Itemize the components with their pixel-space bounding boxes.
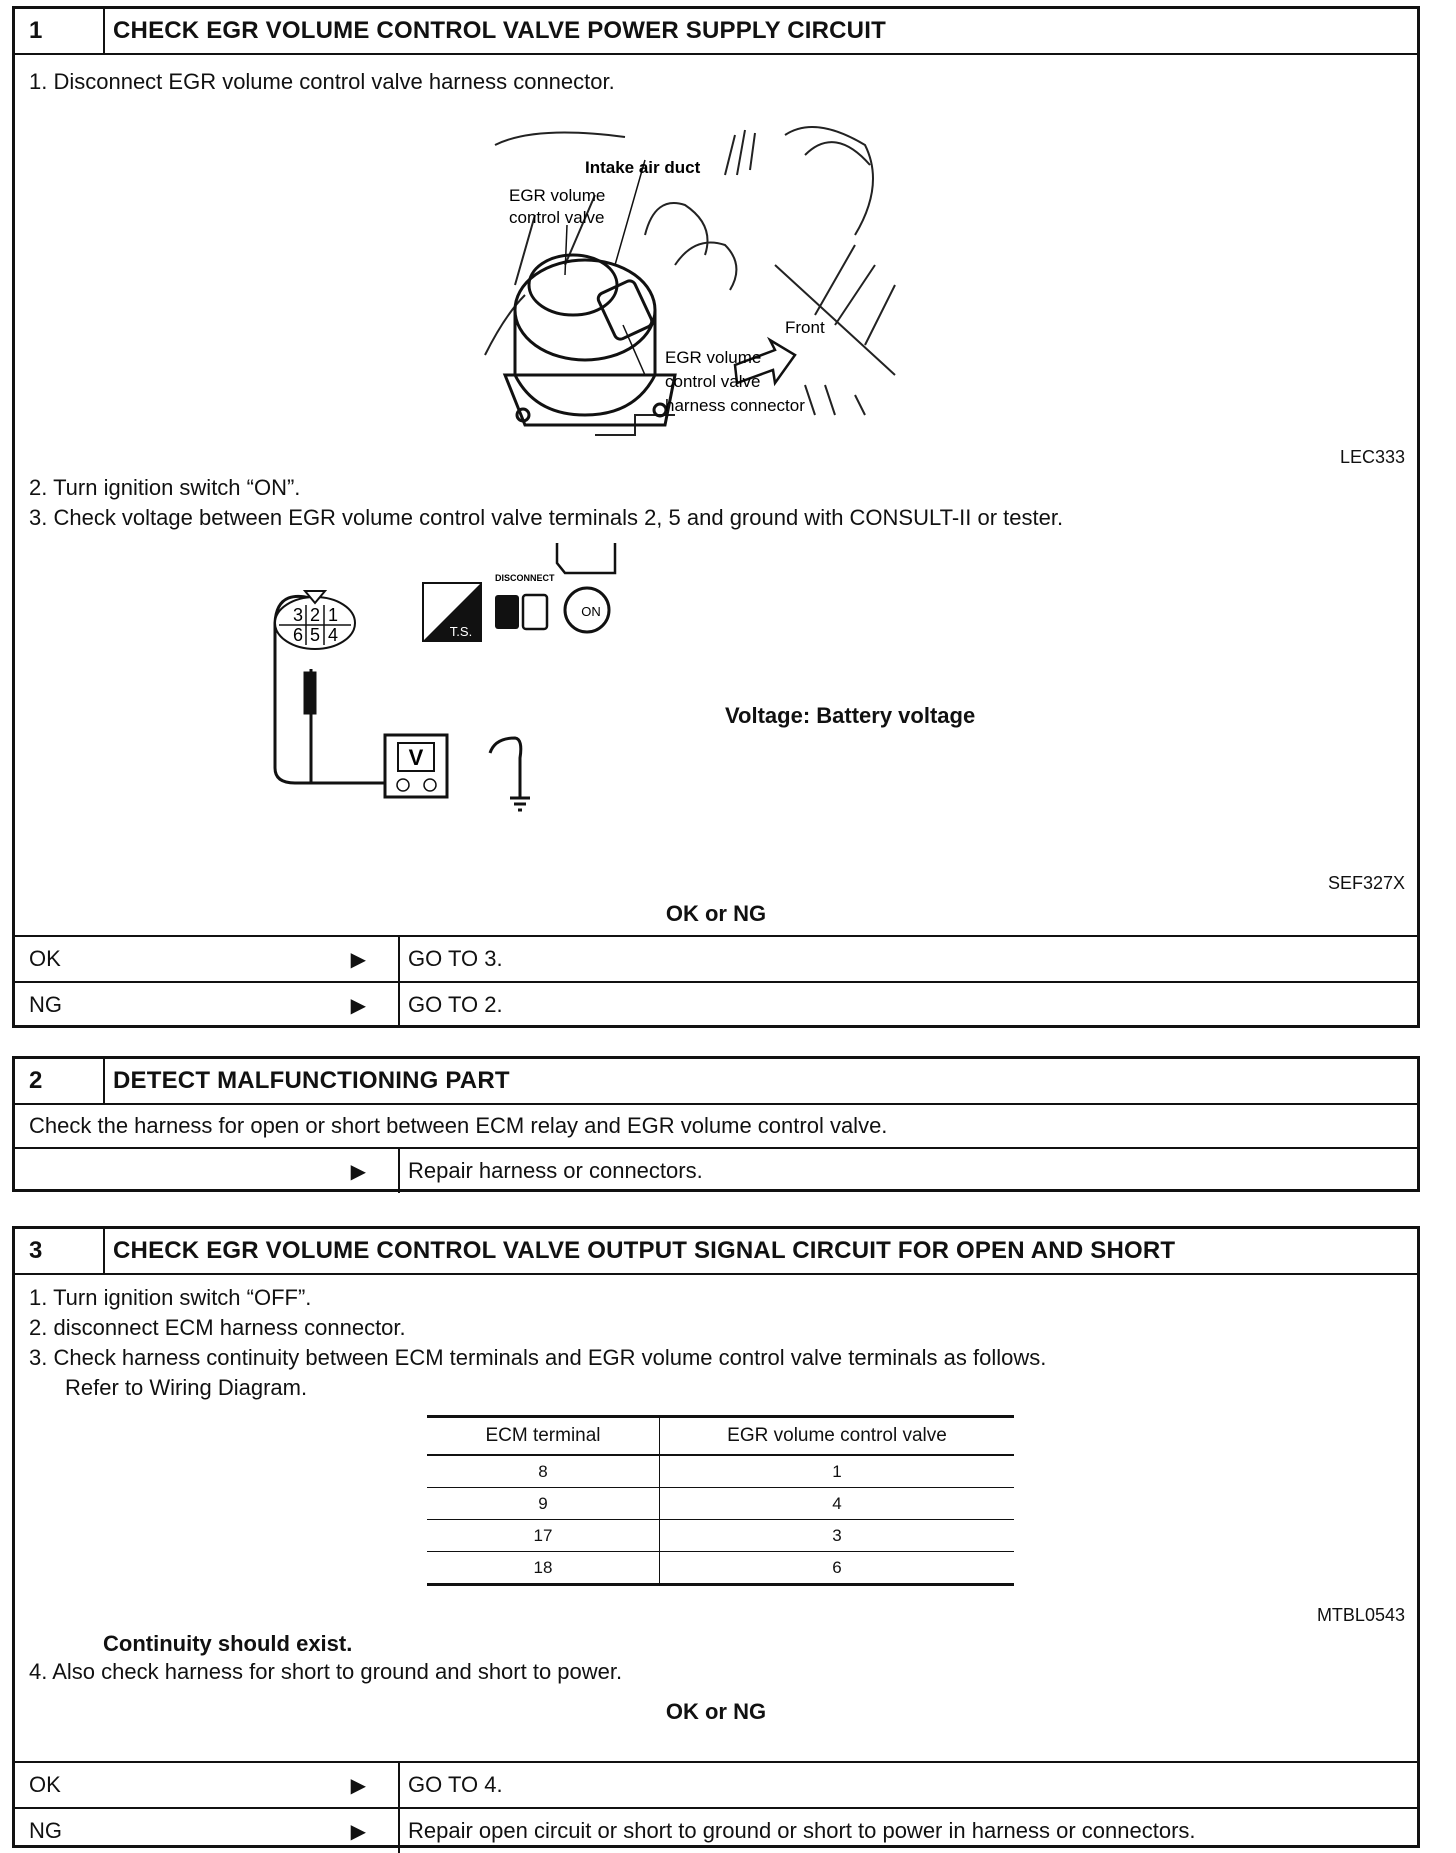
- ignition-on-icon: [565, 588, 609, 632]
- step-2-section: [12, 1056, 1420, 1192]
- disconnect-icon: [495, 573, 555, 629]
- result-heading: OK or NG: [665, 901, 767, 926]
- pin-label: 3: [292, 605, 304, 625]
- label-egr-valve-2: control valve: [509, 208, 605, 227]
- continuity-table: [427, 1415, 1014, 1586]
- label-connector-2: control valve: [665, 372, 761, 391]
- pin-label: 4: [327, 625, 339, 645]
- pin-label: 6: [292, 625, 304, 645]
- instruction: 2. Turn ignition switch “ON”.: [29, 475, 301, 500]
- step-body: [15, 1275, 1417, 1761]
- step-header: [15, 1059, 1417, 1105]
- result-row-ng: [15, 1807, 1417, 1853]
- table-row: 17 3: [427, 1520, 1014, 1552]
- result-heading: OK or NG: [665, 1699, 767, 1724]
- pin-label: 2: [309, 605, 321, 625]
- figure-id: SEF327X: [1327, 873, 1405, 893]
- svg-text:ON: ON: [581, 604, 601, 619]
- instruction: 4. Also check harness for short to ground and short to power.: [29, 1659, 623, 1684]
- label-front: Front: [785, 318, 825, 337]
- test-sequence-icon: [423, 583, 481, 641]
- step-title: CHECK EGR VOLUME CONTROL VALVE OUTPUT SIGNAL CIRCUIT FOR OPEN AND SHORT: [113, 1237, 1176, 1264]
- instruction: 1. Turn ignition switch “OFF”.: [29, 1285, 312, 1310]
- label-connector-1: EGR volume: [665, 348, 762, 367]
- instruction: Check the harness for open or short between ECM relay and EGR volume control valve.: [29, 1113, 888, 1138]
- right-pointer-icon: ▶: [350, 994, 366, 1017]
- right-pointer-icon: ▶: [350, 1820, 366, 1843]
- right-pointer-icon: ▶: [350, 948, 366, 971]
- voltage-spec: Voltage: Battery voltage: [725, 703, 976, 728]
- figure-id: LEC333: [1339, 447, 1405, 467]
- result-key: NG: [29, 992, 62, 1017]
- pin-label: 1: [327, 605, 339, 625]
- result-key: OK: [29, 946, 61, 971]
- result-action: Repair harness or connectors.: [408, 1158, 703, 1183]
- step-body: [15, 55, 1417, 935]
- result-row-ok: [15, 1761, 1417, 1807]
- instruction: 1. Disconnect EGR volume control valve harness connector.: [29, 69, 615, 94]
- step-3-section: [12, 1226, 1420, 1848]
- result-row-ok: [15, 935, 1417, 981]
- pin-label: 5: [309, 625, 321, 645]
- instruction-note: Refer to Wiring Diagram.: [65, 1375, 308, 1400]
- result-action: GO TO 4.: [408, 1772, 503, 1797]
- step-title: CHECK EGR VOLUME CONTROL VALVE POWER SUPPLY CIRCUIT: [113, 17, 886, 44]
- step-number: 2: [15, 1059, 105, 1103]
- svg-text:V: V: [408, 745, 424, 770]
- result-action: Repair open circuit or short to ground or short to power in harness or connectors.: [408, 1818, 1196, 1843]
- svg-text:DISCONNECT: DISCONNECT: [495, 573, 555, 583]
- label-intake-air-duct: Intake air duct: [585, 158, 701, 177]
- label-egr-valve-1: EGR volume: [509, 186, 606, 205]
- table-header: ECM terminal: [427, 1417, 660, 1456]
- result-row-ng: [15, 981, 1417, 1027]
- right-pointer-icon: ▶: [350, 1160, 366, 1183]
- step-title: DETECT MALFUNCTIONING PART: [113, 1067, 510, 1094]
- continuity-spec: Continuity should exist.: [103, 1631, 353, 1656]
- step-1-section: [12, 6, 1420, 1028]
- engine-icon: [557, 543, 615, 573]
- instruction: 2. disconnect ECM harness connector.: [29, 1315, 406, 1340]
- voltmeter-icon: [385, 735, 447, 797]
- instruction: 3. Check voltage between EGR volume control valve terminals 2, 5 and ground with CONSULT-II or tester.: [29, 505, 1064, 530]
- instruction: 3. Check harness continuity between ECM terminals and EGR volume control valve terminals as follows.: [29, 1345, 1047, 1370]
- table-row: 8 1: [427, 1455, 1014, 1488]
- step-header: [15, 1229, 1417, 1275]
- egr-valve-location-illustration: [475, 115, 995, 455]
- table-row: 18 6: [427, 1552, 1014, 1585]
- table-id: MTBL0543: [1316, 1605, 1405, 1625]
- step-header: [15, 9, 1417, 55]
- result-action: GO TO 3.: [408, 946, 503, 971]
- voltage-check-diagram: [265, 543, 685, 865]
- table-row: 9 4: [427, 1488, 1014, 1520]
- result-key: NG: [29, 1818, 62, 1843]
- right-pointer-icon: ▶: [350, 1774, 366, 1797]
- result-action: GO TO 2.: [408, 992, 503, 1017]
- step-number: 3: [15, 1229, 105, 1273]
- label-connector-3: harness connector: [665, 396, 805, 415]
- step-number: 1: [15, 9, 105, 53]
- result-key: OK: [29, 1772, 61, 1797]
- table-header: EGR volume control valve: [660, 1417, 1015, 1456]
- result-row: [15, 1147, 1417, 1193]
- svg-text:T.S.: T.S.: [449, 624, 473, 639]
